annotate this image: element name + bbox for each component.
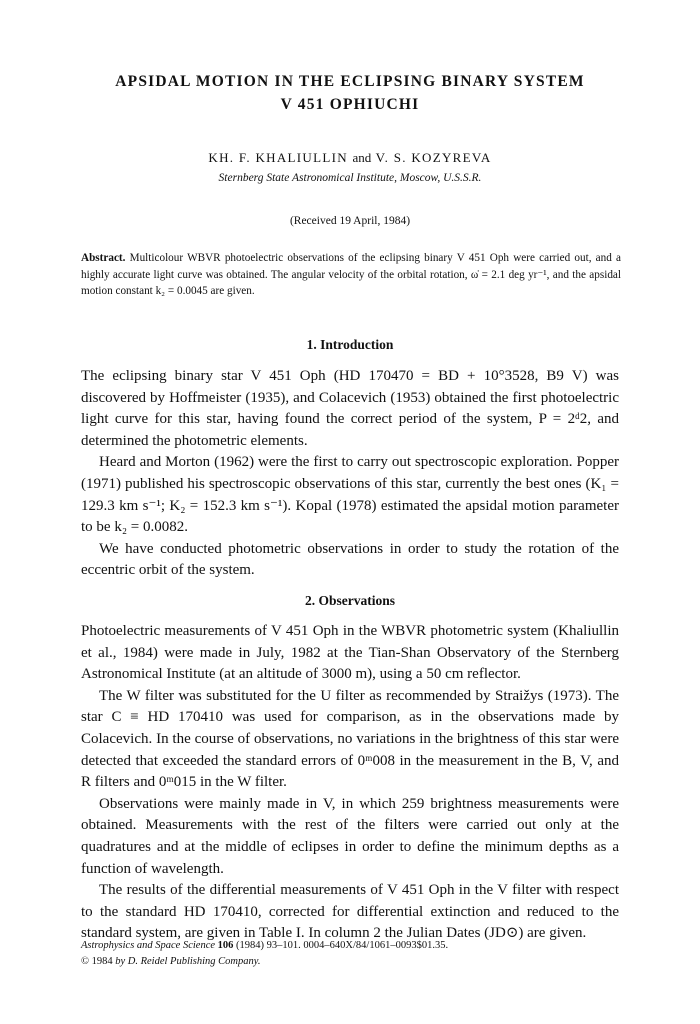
section-body-observations [81, 621, 619, 945]
paper-title-line2: V 451 OPHIUCHI [280, 96, 420, 113]
paragraph: Heard and Morton (1962) were the first to carry out spectroscopic exploration. Popper (1971) published his spectroscopic observations of this star, currently the best ones (K₁ = 129.3 km s⁻¹; K₂ = 152.3 km s⁻¹). Kopal (1978) estimated the apsidal motion parameter to be k₂ = 0.0082. [81, 454, 619, 536]
paragraph: We have conducted photometric observations in order to study the rotation of the eccentric orbit of the system. [81, 540, 619, 579]
publisher: by D. Reidel Publishing Company. [115, 956, 261, 967]
page-footer [81, 938, 621, 970]
author-2: V. S. KOZYREVA [375, 150, 492, 165]
section-heading-observations: 2. Observations [304, 593, 395, 608]
section-body-introduction [81, 366, 619, 582]
paragraph: Photoelectric measurements of V 451 Oph in the WBVR photometric system (Khaliullin et al., 1984) were made in July, 1982 at the Tian-Shan Observatory of the Sternberg Astronomical Institute (at an altitude of 3000 m), using a 50 cm reflector. [81, 623, 619, 683]
journal-name: Astrophysics and Space Science [81, 940, 216, 951]
author-1: KH. F. KHALIULLIN [208, 150, 348, 165]
abstract [81, 250, 621, 300]
author-line [60, 150, 640, 166]
paragraph: Observations were mainly made in V, in which 259 brightness measurements were obtained. Measurements with the rest of the filters were carried out only at the quadratures and at the middle of eclipses in order to define the minimum depths as a function of wavelength. [81, 795, 619, 877]
citation-details: (1984) 93–101. 0004–640X/84/1061–0093$01.35. [236, 940, 449, 951]
paragraph: The W filter was substituted for the U filter as recommended by Straižys (1973). The star C ≡ HD 170410 was used for comparison, as in the observations made by Colacevich. In the course of observations, no variations in the brightness of this star were detected that exceeded the standard errors of 0ᵐ008 in the measurement in the B, V, and R filters and 0ᵐ015 in the W filter. [81, 687, 619, 791]
abstract-text: Multicolour WBVR photoelectric observations of the eclipsing binary V 451 Oph were carried out, and a highly accurate light curve was obtained. The angular velocity of the orbital rotation, ω̇ = 2.1 deg yr⁻¹, and the apsidal motion constant k₂ = 0.0045 are given. [81, 252, 621, 297]
citation-line [81, 938, 621, 954]
journal-volume: 106 [217, 940, 234, 951]
author-conjunction: and [352, 150, 372, 165]
paper-title-line1: APSIDAL MOTION IN THE ECLIPSING BINARY SYSTEM [115, 73, 585, 90]
paragraph: The results of the differential measurements of V 451 Oph in the V filter with respect to the standard HD 170410, corrected for differential extinction and reduced to the standard system, are given in Table I. In column 2 the Julian Dates (JD⊙) are given. [81, 882, 619, 942]
abstract-label: Abstract. [81, 252, 126, 264]
copyright-line [81, 954, 621, 970]
received-date: (Received 19 April, 1984) [289, 215, 411, 227]
paragraph: The eclipsing binary star V 451 Oph (HD 170470 = BD + 10°3528, B9 V) was discovered by Hoffmeister (1935), and Colacevich (1953) obtained the first photoelectric light curve for this star, having found the correct period of the system, P = 2ᵈ2, and determined the photometric elements. [81, 368, 619, 449]
section-heading-introduction: 1. Introduction [306, 337, 394, 352]
author-affiliation: Sternberg State Astronomical Institute, Moscow, U.S.S.R. [218, 172, 482, 184]
copyright-symbol: © 1984 [81, 956, 113, 967]
